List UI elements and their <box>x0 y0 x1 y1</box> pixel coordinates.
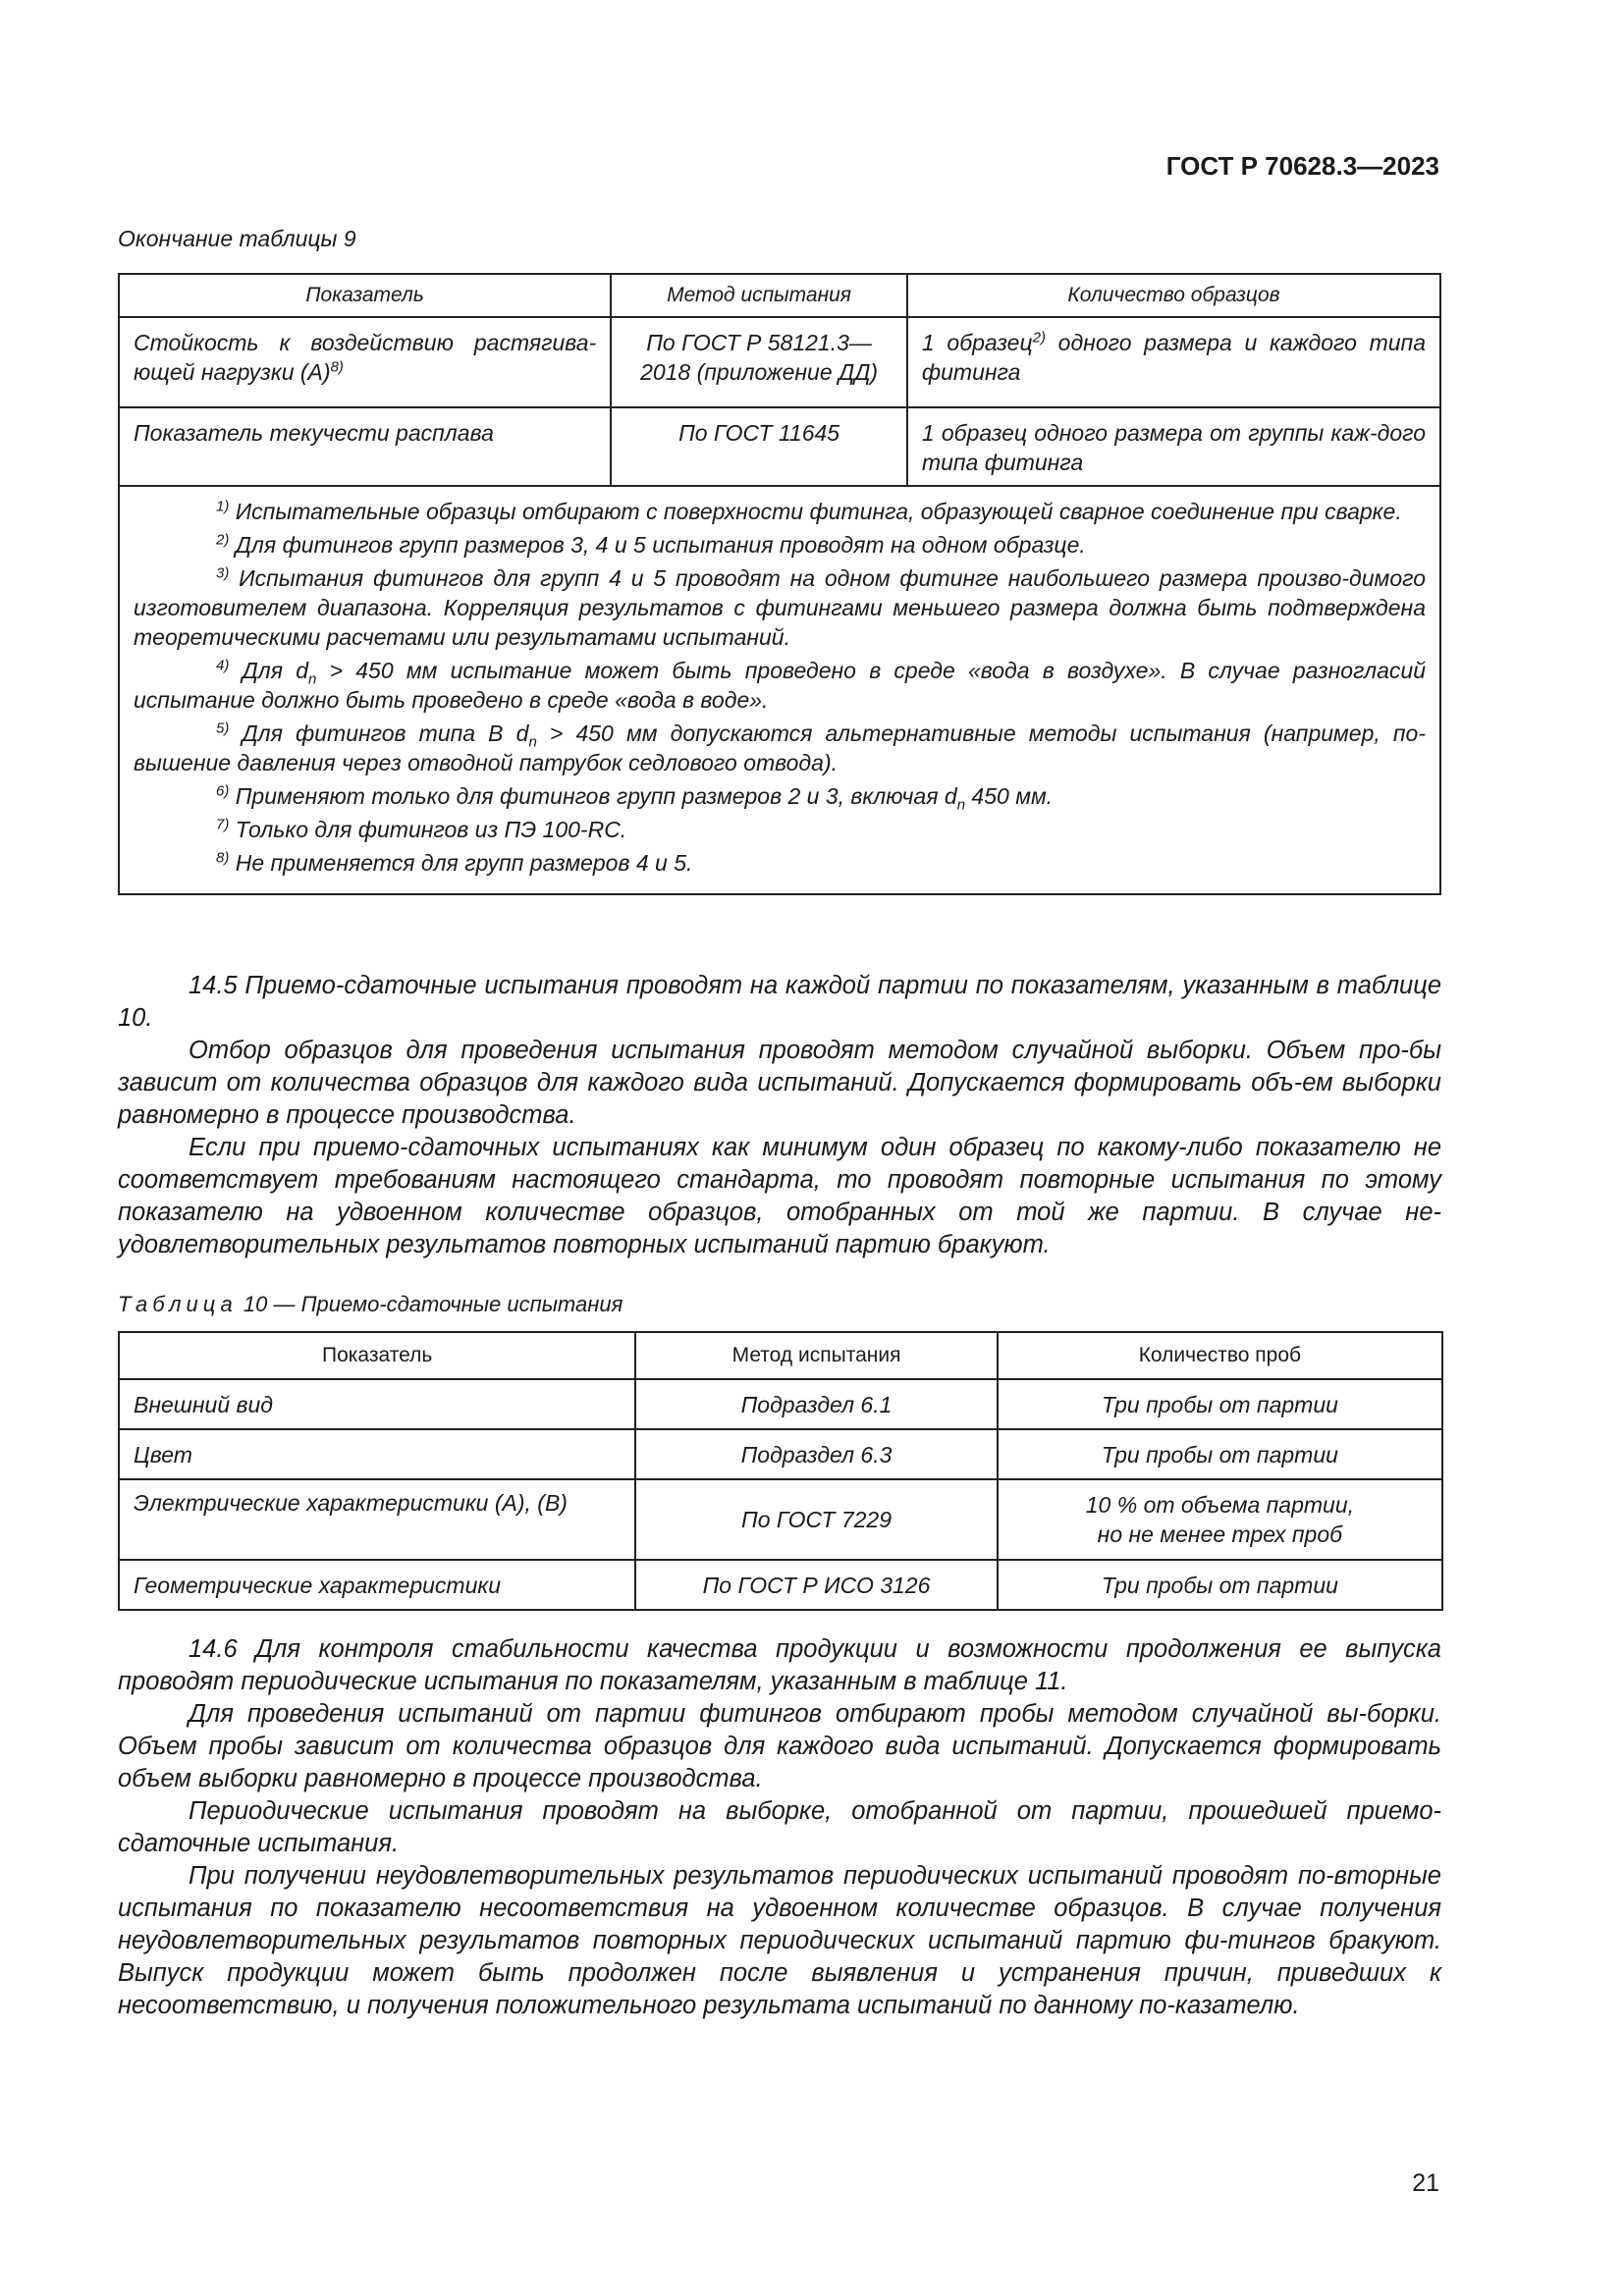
table-cell: 1 образец одного размера от группы каж-дого типа фитинга <box>907 407 1440 486</box>
document-code: ГОСТ Р 70628.3—2023 <box>1165 151 1439 181</box>
caption-title: 10 — Приемо-сдаточные испытания <box>237 1292 623 1316</box>
table-cell: Подраздел 6.1 <box>635 1379 997 1429</box>
footnote-mark: 5) <box>216 720 230 737</box>
table-row <box>119 1479 1442 1560</box>
section-14-6 <box>118 1633 1441 2022</box>
table-cell: По ГОСТ 7229 <box>635 1479 997 1560</box>
table-cell <box>119 317 611 407</box>
footnote-mark: 3) <box>216 564 230 582</box>
cell-text: одного размера и каждого типа фитинга <box>921 330 1426 385</box>
footnote <box>134 815 1426 844</box>
paragraph: Для проведения испытаний от партии фитингов отбирают пробы методом случайной вы-борки. Объем пробы зависит от количества образцов для каждого вида испытаний. Допускается формировать объем выборки равномерно в процессе производства. <box>118 1700 1441 1792</box>
table-cell: По ГОСТ Р 58121.3—2018 (приложение ДД) <box>611 317 907 407</box>
column-header: Количество образцов <box>907 274 1440 317</box>
footnote-text: Испытательные образцы отбирают с поверхности фитинга, образующей сварное соединение при сварке. <box>229 499 1402 524</box>
table-cell: Электрические характеристики (А), (В) <box>119 1479 635 1560</box>
caption-label: Таблица <box>118 1292 238 1316</box>
column-header: Метод испытания <box>635 1332 997 1379</box>
footnote-mark: 1) <box>216 498 230 515</box>
table10-caption <box>118 1292 623 1317</box>
paragraph: 14.5 Приемо-сдаточные испытания проводят на каждой партии по показателям, указанным в таблице 10. <box>118 972 1441 1032</box>
footnote <box>134 781 1426 814</box>
cell-line: 10 % от объема партии, <box>1085 1492 1355 1518</box>
table-cell: Внешний вид <box>119 1379 635 1429</box>
footnote <box>134 563 1426 652</box>
paragraph: Если при приемо-сдаточных испытаниях как минимум один образец по какому-либо показателю не соответствует требованиям настоящего стандарта, то проводят повторные испытания по этому показателю на удвоенном количестве образцов, отобранных от той же партии. В случае не-удовлетворительных результатов повторных испытаний партию бракуют. <box>118 1134 1441 1258</box>
table-cell: Геометрические характеристики <box>119 1560 635 1610</box>
footnote-mark: 8) <box>216 849 230 867</box>
footnote-mark: 6) <box>216 782 230 800</box>
table9 <box>118 273 1441 895</box>
column-header: Метод испытания <box>611 274 907 317</box>
footnote <box>134 530 1426 560</box>
table9-caption: Окончание таблицы 9 <box>118 226 356 251</box>
cell-text: Стойкость к воздействию растягива-ющей нагрузки (А) <box>134 330 597 385</box>
table-cell: Показатель текучести расплава <box>119 407 611 486</box>
footnote-text: 450 мм. <box>965 783 1054 809</box>
cell-text: 1 образец <box>921 330 1033 355</box>
footnote-text: Испытания фитингов для групп 4 и 5 проводят на одном фитинге наибольшего размера произво-димого изготовителем диапазона. Корреляция результатов с фитингами меньшего размера должна быть подтверждена теоретическими расчетами или результатами испытаний. <box>134 565 1426 650</box>
footnote-text: Не применяется для групп размеров 4 и 5. <box>229 850 693 876</box>
column-header: Количество проб <box>998 1332 1442 1379</box>
table-notes-row <box>119 486 1440 894</box>
table-row <box>119 1429 1442 1479</box>
table-cell: По ГОСТ Р ИСО 3126 <box>635 1560 997 1610</box>
subscript: n <box>308 670 317 688</box>
table-cell <box>907 317 1440 407</box>
table-notes <box>119 486 1440 894</box>
column-header: Показатель <box>119 274 611 317</box>
table-header-row <box>119 274 1440 317</box>
cell-line: но не менее трех проб <box>1097 1522 1343 1547</box>
footnote-ref: 2) <box>1032 329 1046 347</box>
paragraph: При получении неудовлетворительных результатов периодических испытаний проводят по-вторные испытания по показателю несоответствия на удвоенном количестве образцов. В случае получения неудовлетворительных результатов повторных периодических испытаний партию фи-тингов бракуют. Выпуск продукции может быть продолжен после выявления и устранения причин, приведших к несоответствию, и получения положительного результата испытаний по данному по-казателю. <box>118 1862 1441 2019</box>
footnote-text: Для d <box>229 658 309 683</box>
paragraph: 14.6 Для контроля стабильности качества продукции и возможности продолжения ее выпуска проводят периодические испытания по показателям, указанным в таблице 11. <box>118 1635 1441 1695</box>
footnote-mark: 2) <box>216 531 230 549</box>
column-header: Показатель <box>119 1332 635 1379</box>
table10 <box>118 1331 1443 1611</box>
table-row <box>119 1379 1442 1429</box>
footnote-text: Применяют только для фитингов групп размеров 2 и 3, включая d <box>229 783 957 809</box>
footnote-ref: 8) <box>330 358 344 376</box>
table-row <box>119 317 1440 407</box>
footnote-mark: 4) <box>216 657 230 674</box>
table-cell: Три пробы от партии <box>998 1560 1442 1610</box>
subscript: n <box>956 796 966 814</box>
table-cell: Три пробы от партии <box>998 1379 1442 1429</box>
footnote <box>134 719 1426 777</box>
footnote <box>134 656 1426 715</box>
subscript: n <box>528 733 537 751</box>
footnote-mark: 7) <box>216 816 230 833</box>
footnote-text: > 450 мм допускаются альтернативные методы испытания (например, по-вышение давления через отводной патрубок седлового отвода). <box>134 721 1426 775</box>
footnote-text: > 450 мм испытание может быть проведено в среде «вода в воздухе». В случае разногласий испытание должно быть проведено в среде «вода в воде». <box>134 658 1426 713</box>
table-row <box>119 407 1440 486</box>
section-14-5 <box>118 970 1441 1261</box>
table-cell: Подраздел 6.3 <box>635 1429 997 1479</box>
paragraph: Периодические испытания проводят на выборке, отобранной от партии, прошедшей приемо-сдаточные испытания. <box>118 1797 1441 1857</box>
table-cell: Три пробы от партии <box>998 1429 1442 1479</box>
table-cell <box>998 1479 1442 1560</box>
footnote-text: Для фитингов типа В d <box>229 721 529 746</box>
page-number: 21 <box>1412 2169 1439 2197</box>
table-header-row <box>119 1332 1442 1379</box>
paragraph: Отбор образцов для проведения испытания проводят методом случайной выборки. Объем про-бы зависит от количества образцов для каждого вида испытаний. Допускается формировать объ-ем выборки равномерно в процессе производства. <box>118 1037 1441 1129</box>
table-cell: Цвет <box>119 1429 635 1479</box>
table-row <box>119 1560 1442 1610</box>
table-cell: По ГОСТ 11645 <box>611 407 907 486</box>
footnote-text: Только для фитингов из ПЭ 100-RC. <box>229 817 627 842</box>
footnote <box>134 497 1426 526</box>
footnote <box>134 848 1426 878</box>
footnote-text: Для фитингов групп размеров 3, 4 и 5 испытания проводят на одном образце. <box>229 532 1086 558</box>
